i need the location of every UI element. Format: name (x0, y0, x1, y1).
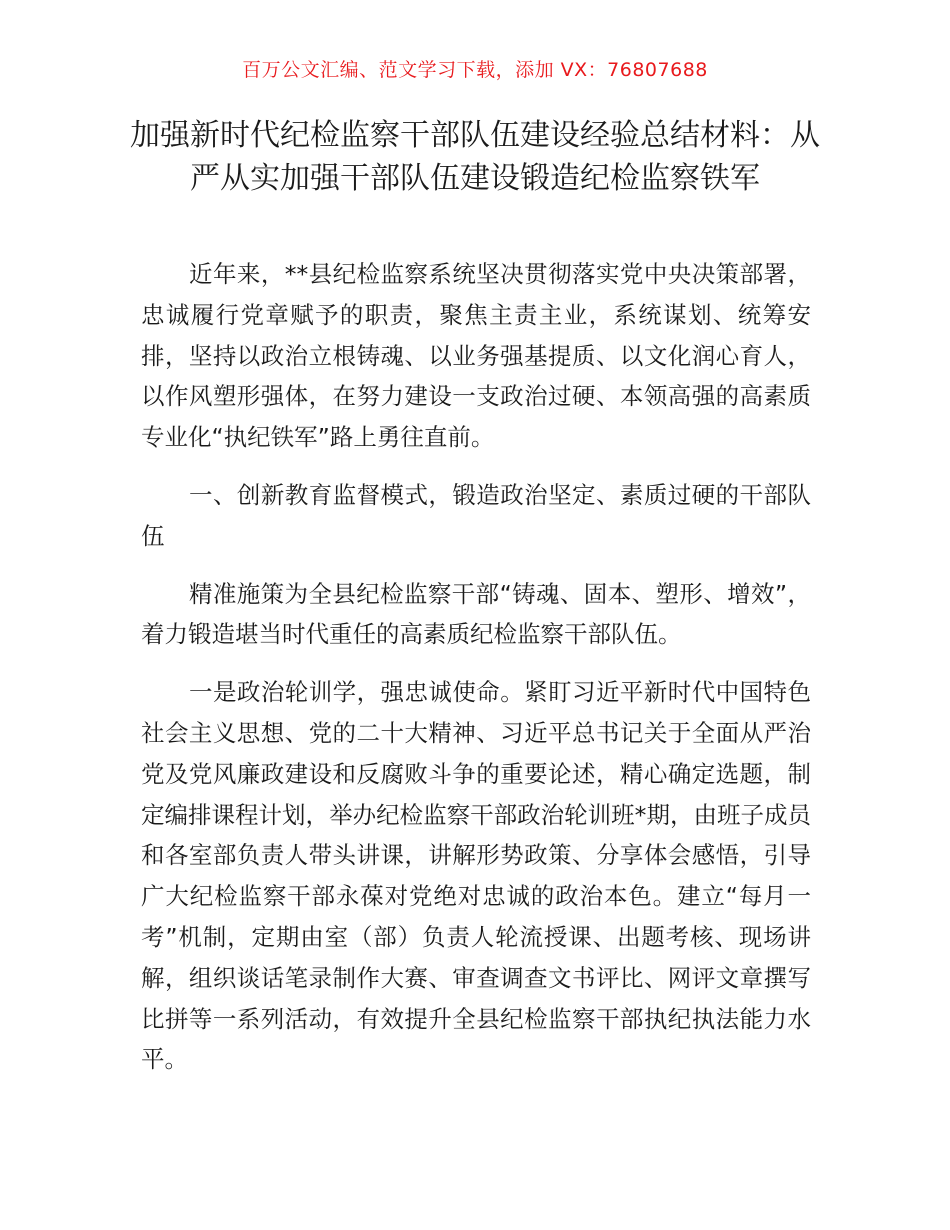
promo-header: 百万公文汇编、范文学习下载，添加 VX：76807688 (242, 59, 708, 81)
document-title: 加强新时代纪检监察干部队伍建设经验总结材料：从严从实加强干部队伍建设锻造纪检监察铁军 (130, 118, 820, 196)
section-heading-1: 一、创新教育监督模式，锻造政治坚定、素质过硬的干部队伍 (141, 480, 811, 550)
document-body (141, 254, 811, 1097)
paragraph-political-training: 一是政治轮训学，强忠诚使命。紧盯习近平新时代中国特色社会主义思想、党的二十大精神、习近平总书记关于全面从严治党及党风廉政建设和反腐败斗争的重要论述，精心确定选题，制定编排课程计划，举办纪检监察干部政治轮训班*期，由班子成员和各室部负责人带头讲课，讲解形势政策、分享体会感悟，引导广大纪检监察干部永葆对党绝对忠诚的政治本色。建立“每月一考”机制，定期由室（部）负责人轮流授课、出题考核、现场讲解，组织谈话笔录制作大赛、审查调查文书评比、网评文章撰写比拼等一系列活动，有效提升全县纪检监察干部执纪执法能力水平。 (141, 678, 811, 1074)
paragraph-intro: 近年来，**县纪检监察系统坚决贯彻落实党中央决策部署，忠诚履行党章赋予的职责，聚焦主责主业，系统谋划、统筹安排，坚持以政治立根铸魂、以业务强基提质、以文化润心育人，以作风塑形强体，在努力建设一支政治过硬、本领高强的高素质专业化“执纪铁军”路上勇往直前。 (141, 260, 811, 452)
paragraph-section-1-summary: 精准施策为全县纪检监察干部“铸魂、固本、塑形、增效”，着力锻造堪当时代重任的高素质纪检监察干部队伍。 (141, 579, 811, 649)
